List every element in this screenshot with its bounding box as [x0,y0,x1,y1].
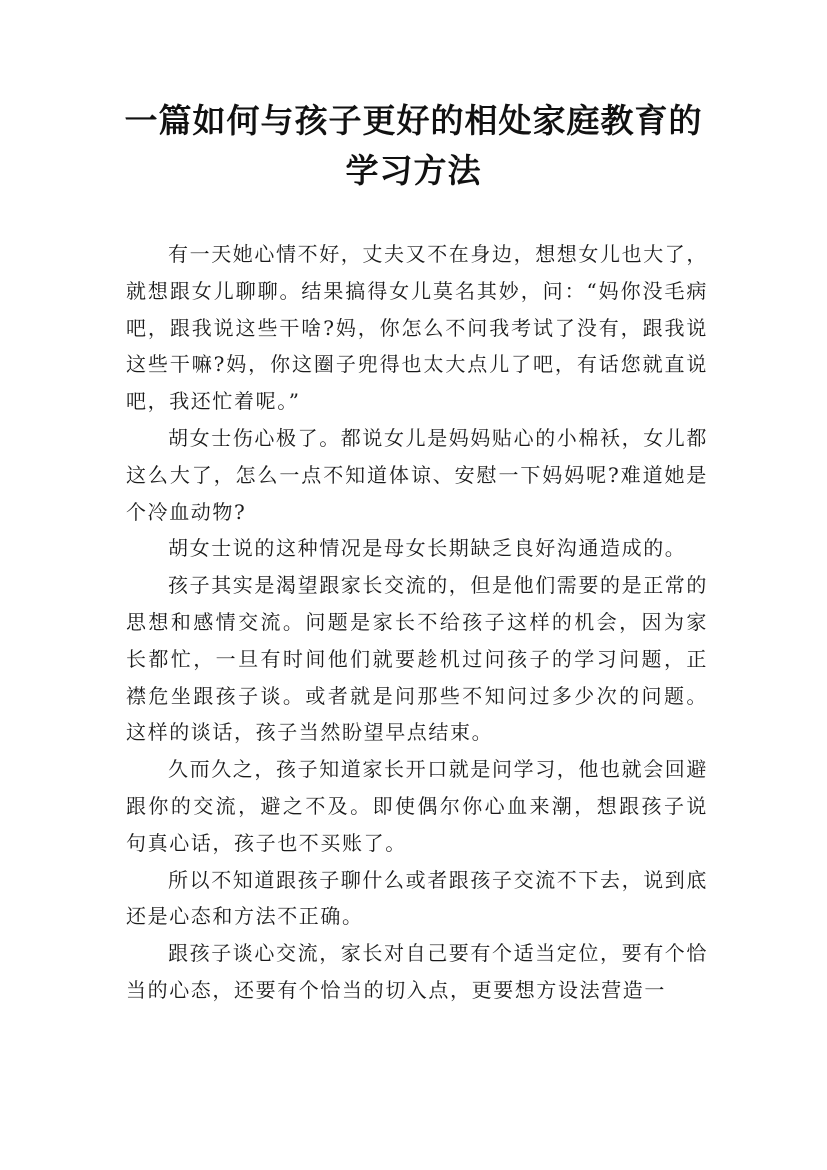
paragraph: 有一天她心情不好，丈夫又不在身边，想想女儿也大了，就想跟女儿聊聊。结果搞得女儿莫名其妙，问：“妈你没毛病吧，跟我说这些干啥?妈，你怎么不问我考试了没有，跟我说这些干嘛?妈，你这圈子兜得也太大点儿了吧，有话您就直说吧，我还忙着呢。” [126,242,708,414]
document-body [126,236,708,1009]
paragraph: 胡女士伤心极了。都说女儿是妈妈贴心的小棉袄，女儿都这么大了，怎么一点不知道体谅、安慰一下妈妈呢?难道她是个冷血动物? [126,425,708,524]
document-title: 一篇如何与孩子更好的相处家庭教育的学习方法 [124,101,703,190]
paragraph: 胡女士说的这种情况是母女长期缺乏良好沟通造成的。 [168,536,687,561]
paragraph: 久而久之，孩子知道家长开口就是问学习，他也就会回避跟你的交流，避之不及。即使偶尔你心血来潮，想跟孩子说句真心话，孩子也不买账了。 [126,757,708,855]
paragraph: 所以不知道跟孩子聊什么或者跟孩子交流不下去，说到底还是心态和方法不正确。 [126,867,708,929]
paragraph: 孩子其实是渴望跟家长交流的，但是他们需要的是正常的思想和感情交流。问题是家长不给孩子这样的机会，因为家长都忙，一旦有时间他们就要趁机过问孩子的学习问题，正襟危坐跟孩子谈。或者就是问那些不知问过多少次的问题。这样的谈话，孩子当然盼望早点结束。 [126,573,708,745]
paragraph: 跟孩子谈心交流，家长对自己要有个适当定位，要有个恰当的心态，还要有个恰当的切入点，更要想方设法营造一 [126,941,708,1002]
